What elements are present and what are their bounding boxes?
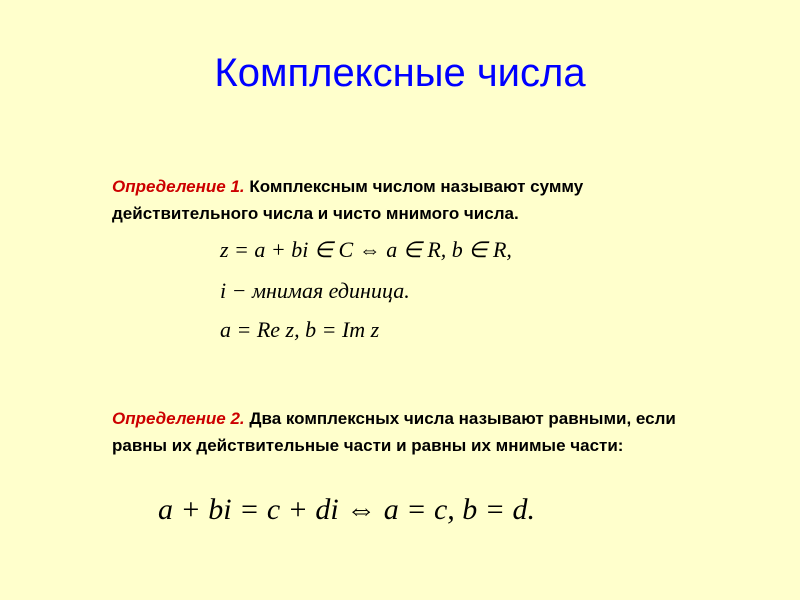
definition-2 (112, 405, 712, 459)
slide-title: Комплексные числа (214, 51, 586, 95)
definition-2-label: Определение 2. (112, 409, 245, 428)
formula-complex-number: z = a + bi ∈ C ⇔ a ∈ R, b ∈ R, (220, 237, 512, 262)
formula-real-imaginary-parts: a = Re z, b = Im z (220, 317, 380, 342)
definition-1 (112, 173, 712, 227)
definition-1-text: Комплексным числом называют сумму действительного числа и чисто мнимого числа. (112, 177, 584, 223)
formula-equality: a + bi = c + di ⇔ a = c, b = d. (158, 493, 536, 526)
definition-2-text: Два комплексных числа называют равными, если равны их действительные части и равны их мнимые части: (112, 409, 676, 455)
definition-1-label: Определение 1. (112, 177, 245, 196)
formula-imaginary-unit: i − мнимая единица. (220, 278, 410, 303)
